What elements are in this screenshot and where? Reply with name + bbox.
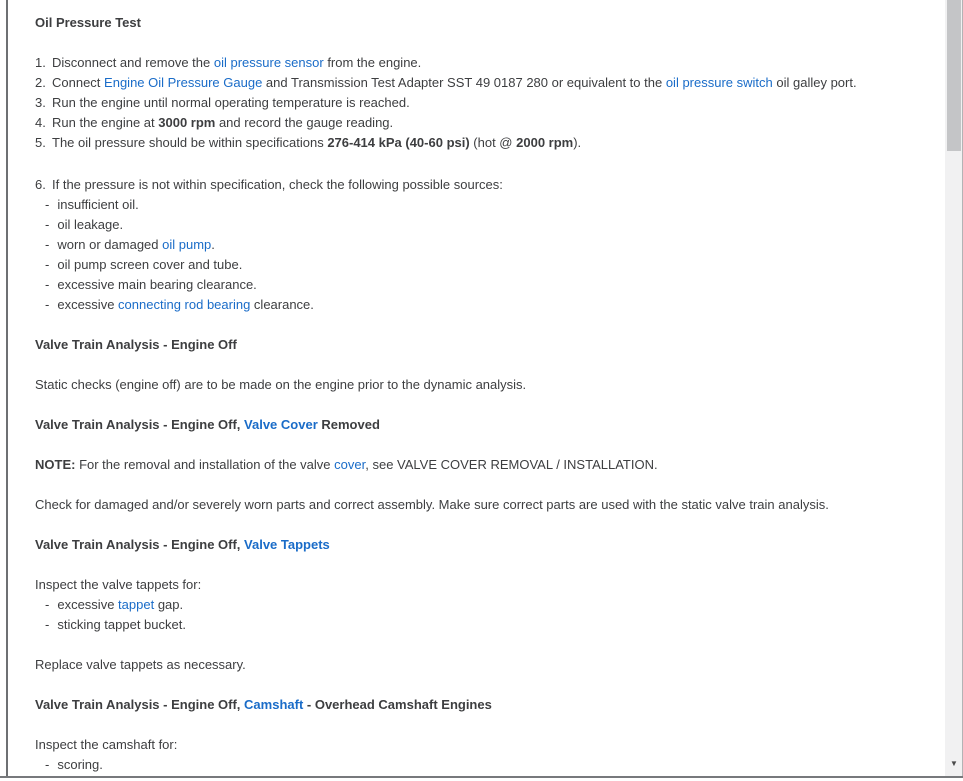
text-segment: oil pump screen cover and tube. xyxy=(57,257,243,272)
scrollbar-track[interactable] xyxy=(945,0,963,776)
bullet-text xyxy=(57,615,945,635)
text-segment: clearance. xyxy=(250,297,314,312)
list-number: 6. xyxy=(35,177,46,192)
section-heading-valve-train-off xyxy=(35,335,945,355)
bullet-dash: - xyxy=(45,217,50,232)
bullet-text xyxy=(57,195,945,215)
text-segment: oil leakage. xyxy=(57,217,124,232)
paragraph-static-checks xyxy=(35,375,945,395)
bullet-item xyxy=(35,215,945,235)
bullet-item xyxy=(35,615,945,635)
link-oil-pump[interactable]: oil pump xyxy=(162,237,212,252)
heading-text: Valve Train Analysis - Engine Off, xyxy=(35,417,245,432)
heading-text: Valve Train Analysis - Engine Off, xyxy=(35,697,245,712)
frame-bottom-border xyxy=(0,776,963,778)
link-connecting-rod-bearing[interactable]: connecting rod bearing xyxy=(118,297,251,312)
scroll-down-button[interactable] xyxy=(945,754,963,774)
bullet-text xyxy=(57,295,945,315)
camshaft-inspection-list xyxy=(35,735,945,775)
text-segment: worn or damaged xyxy=(57,237,163,252)
list-text xyxy=(52,113,945,133)
bold-value-rpm: 3000 rpm xyxy=(158,115,216,130)
ordered-list-step6 xyxy=(35,175,945,315)
list-text xyxy=(52,175,945,195)
list-text xyxy=(52,133,945,153)
paragraph-note xyxy=(35,455,945,475)
list-item-step4 xyxy=(35,113,945,133)
bullet-item xyxy=(35,195,945,215)
bold-value-pressure-spec: 276-414 kPa (40-60 psi) xyxy=(327,135,470,150)
text-segment: excessive main bearing clearance. xyxy=(57,277,257,292)
frame-left-border xyxy=(6,0,8,776)
bullet-text xyxy=(57,255,945,275)
list-number: 4. xyxy=(35,115,46,130)
link-oil-pressure-switch[interactable]: oil pressure switch xyxy=(665,75,773,90)
paragraph-text: Inspect the valve tappets for: xyxy=(35,577,202,592)
bullet-text xyxy=(57,595,945,615)
bullet-dash: - xyxy=(45,297,50,312)
bullet-text xyxy=(57,275,945,295)
link-engine-oil-pressure-gauge[interactable]: Engine Oil Pressure Gauge xyxy=(104,75,263,90)
list-text xyxy=(52,53,945,73)
paragraph-text: Replace valve tappets as necessary. xyxy=(35,657,246,672)
bullet-item xyxy=(35,275,945,295)
list-number: 1. xyxy=(35,55,46,70)
text-segment: (hot @ xyxy=(469,135,517,150)
text-segment: Run the engine at xyxy=(52,115,159,130)
list-item-step2 xyxy=(35,73,945,93)
bullet-item xyxy=(35,295,945,315)
ordered-list-steps xyxy=(35,53,945,153)
text-segment: If the pressure is not within specification, check the following possible sources: xyxy=(52,177,503,192)
list-intro xyxy=(35,735,945,755)
text-segment: gap. xyxy=(154,597,184,612)
heading-text: Oil Pressure Test xyxy=(35,15,141,30)
list-item-step3 xyxy=(35,93,945,113)
text-segment: The oil pressure should be within specifications xyxy=(52,135,328,150)
list-text xyxy=(52,73,945,93)
text-segment: For the removal and installation of the valve xyxy=(75,457,335,472)
paragraph-text: Check for damaged and/or severely worn parts and correct assembly. Make sure correct parts are used with the static valve train analysis. xyxy=(35,497,829,512)
heading-text: Valve Train Analysis - Engine Off, xyxy=(35,537,245,552)
heading-text: Valve Train Analysis - Engine Off xyxy=(35,337,237,352)
text-segment: Connect xyxy=(52,75,105,90)
list-item-step5 xyxy=(35,133,945,153)
page-title xyxy=(35,13,945,33)
text-segment: and Transmission Test Adapter SST 49 0187 280 or equivalent to the xyxy=(262,75,666,90)
heading-text: - Overhead Camshaft Engines xyxy=(303,697,492,712)
article xyxy=(9,0,945,776)
list-number: 3. xyxy=(35,95,46,110)
bullet-dash: - xyxy=(45,757,50,772)
bullet-text xyxy=(57,235,945,255)
bullet-dash: - xyxy=(45,257,50,272)
bullet-dash: - xyxy=(45,277,50,292)
text-segment: ). xyxy=(573,135,582,150)
list-number: 2. xyxy=(35,75,46,90)
bullet-item xyxy=(35,595,945,615)
bullet-dash: - xyxy=(45,197,50,212)
text-segment: , see VALVE COVER REMOVAL / INSTALLATION. xyxy=(365,457,658,472)
list-number: 5. xyxy=(35,135,46,150)
scrollbar-thumb[interactable] xyxy=(947,0,961,151)
list-intro xyxy=(35,575,945,595)
text-segment: excessive xyxy=(57,597,119,612)
section-heading-valve-tappets xyxy=(35,535,945,555)
link-valve-tappets[interactable]: Valve Tappets xyxy=(244,537,330,552)
tappet-inspection-list xyxy=(35,575,945,635)
text-segment: scoring. xyxy=(57,757,103,772)
bullet-dash: - xyxy=(45,237,50,252)
text-segment: sticking tappet bucket. xyxy=(57,617,186,632)
list-item-step6 xyxy=(35,175,945,195)
paragraph-text: Static checks (engine off) are to be made on the engine prior to the dynamic analysis. xyxy=(35,377,527,392)
link-camshaft[interactable]: Camshaft xyxy=(244,697,304,712)
text-segment: . xyxy=(211,237,215,252)
text-segment: from the engine. xyxy=(323,55,422,70)
paragraph-replace-tappets xyxy=(35,655,945,675)
section-heading-camshaft xyxy=(35,695,945,715)
list-item-step1 xyxy=(35,53,945,73)
bullet-item xyxy=(35,755,945,775)
bullet-dash: - xyxy=(45,597,50,612)
paragraph-text: Inspect the camshaft for: xyxy=(35,737,178,752)
link-oil-pressure-sensor[interactable]: oil pressure sensor xyxy=(213,55,324,70)
bullet-text xyxy=(57,215,945,235)
bullet-dash: - xyxy=(45,617,50,632)
paragraph-check-parts xyxy=(35,495,945,515)
bullet-text xyxy=(57,755,945,775)
arrow-down-icon: ▼ xyxy=(950,759,958,768)
text-segment: and record the gauge reading. xyxy=(215,115,394,130)
text-segment: Disconnect and remove the xyxy=(52,55,214,70)
link-cover[interactable]: cover xyxy=(334,457,366,472)
note-label: NOTE: xyxy=(35,457,76,472)
text-segment: insufficient oil. xyxy=(57,197,139,212)
heading-text: Removed xyxy=(317,417,380,432)
link-valve-cover[interactable]: Valve Cover xyxy=(244,417,318,432)
bullet-item xyxy=(35,235,945,255)
text-segment: oil galley port. xyxy=(772,75,857,90)
list-text xyxy=(52,93,945,113)
text-segment: excessive xyxy=(57,297,119,312)
link-tappet[interactable]: tappet xyxy=(118,597,155,612)
text-segment: Run the engine until normal operating temperature is reached. xyxy=(52,95,410,110)
section-heading-valve-cover-removed xyxy=(35,415,945,435)
bullet-item xyxy=(35,255,945,275)
bold-value-rpm: 2000 rpm xyxy=(516,135,574,150)
